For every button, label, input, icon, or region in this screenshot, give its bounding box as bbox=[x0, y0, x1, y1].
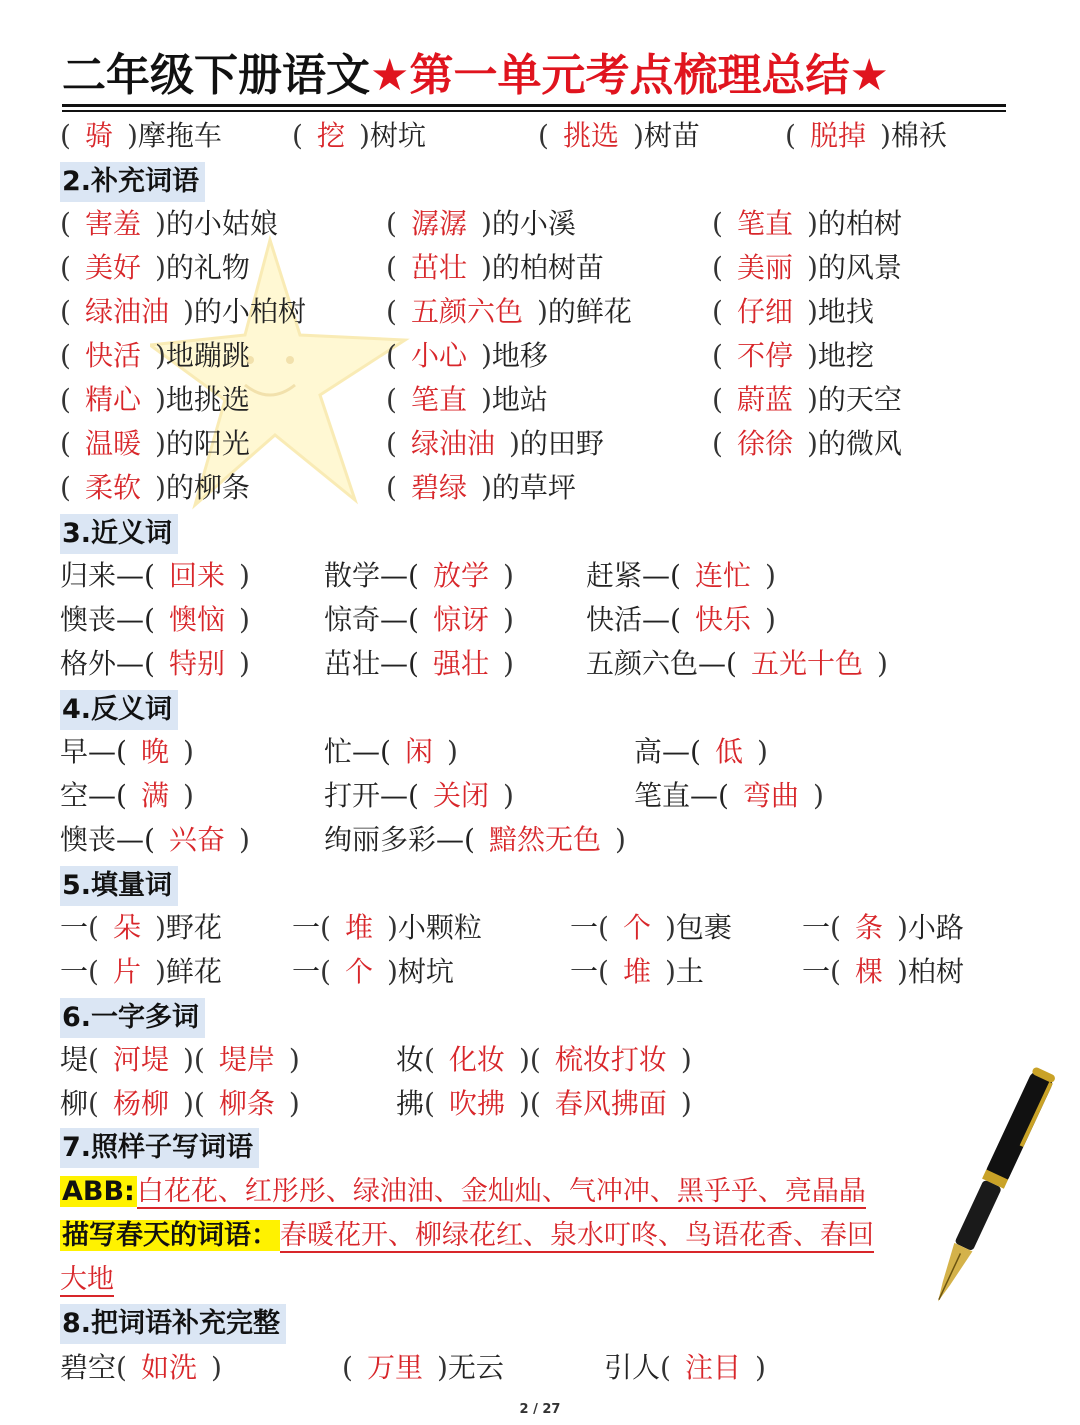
measure-word-row: 一( 朵 )野花 一( 堆 )小颗粒 一( 个 )包裹 一( 条 )小路 bbox=[60, 911, 964, 944]
fill-item: ( 骑 )摩拖车 bbox=[60, 119, 222, 152]
fill-item: ( 脱掉 )棉袄 bbox=[785, 119, 947, 152]
section-heading-one-char-many-words: 6.一字多词 bbox=[60, 998, 205, 1038]
multi-word-row: 柳( 杨柳 )( 柳条 ) 拂( 吹拂 )( 春风拂面 ) bbox=[60, 1087, 692, 1120]
section2-row: ( 美好 )的礼物 ( 茁壮 )的柏树苗 ( 美丽 )的风景 bbox=[60, 251, 902, 284]
section2-row: ( 柔软 )的柳条 ( 碧绿 )的草坪 bbox=[60, 471, 576, 504]
section-heading-write-words: 7.照样子写词语 bbox=[60, 1128, 259, 1168]
section2-row: ( 精心 )地挑选 ( 笔直 )地站 ( 蔚蓝 )的天空 bbox=[60, 383, 902, 416]
section2-row: ( 绿油油 )的小柏树 ( 五颜六色 )的鲜花 ( 仔细 )地找 bbox=[60, 295, 874, 328]
section-heading-complete-idioms: 8.把词语补充完整 bbox=[60, 1304, 286, 1344]
title-star-right: ★ bbox=[849, 50, 889, 101]
section-heading-synonyms: 3.近义词 bbox=[60, 514, 178, 554]
spring-label: 描写春天的词语： bbox=[62, 1220, 278, 1251]
antonym-row: 空—( 满 ) 打开—( 关闭 ) 笔直—( 弯曲 ) bbox=[60, 779, 824, 812]
section-heading-measure-words: 5.填量词 bbox=[60, 866, 178, 906]
abb-words: 白花花、红彤彤、绿油油、金灿灿、气冲冲、黑乎乎、亮晶晶 bbox=[136, 1176, 866, 1207]
antonym-row: 早—( 晚 ) 忙—( 闲 ) 高—( 低 ) bbox=[60, 735, 768, 768]
spring-words-row-continued bbox=[60, 1260, 114, 1300]
section2-row: ( 温暖 )的阳光 ( 绿油油 )的田野 ( 徐徐 )的微风 bbox=[60, 427, 902, 460]
antonym-row: 懊丧—( 兴奋 ) 绚丽多彩—( 黯然无色 ) bbox=[60, 823, 626, 856]
abb-words-row bbox=[60, 1172, 980, 1212]
fountain-pen-icon bbox=[920, 1055, 1060, 1325]
spring-words: 春暖花开、柳绿花红、泉水叮咚、鸟语花香、春回 bbox=[280, 1220, 874, 1251]
section2-row: ( 害羞 )的小姑娘 ( 潺潺 )的小溪 ( 笔直 )的柏树 bbox=[60, 207, 902, 240]
spring-words-cont: 大地 bbox=[60, 1264, 114, 1295]
title-star-left: ★ bbox=[370, 50, 410, 101]
abb-label: ABB: bbox=[62, 1176, 135, 1207]
title-grade: 二年级下册语文 bbox=[62, 50, 370, 101]
idiom-row: 碧空( 如洗 ) ( 万里 )无云 引人( 注目 ) bbox=[60, 1351, 766, 1384]
multi-word-row: 堤( 河堤 )( 堤岸 ) 妆( 化妆 )( 梳妆打妆 ) bbox=[60, 1043, 692, 1076]
title-underline bbox=[62, 104, 1006, 107]
fill-item: ( 挖 )树坑 bbox=[292, 119, 426, 152]
section-heading-supplement: 2.补充词语 bbox=[60, 162, 205, 202]
page-title bbox=[62, 46, 1006, 108]
section1-row bbox=[60, 116, 1020, 156]
synonym-row: 格外—( 特别 ) 茁壮—( 强壮 ) 五颜六色—( 五光十色 ) bbox=[60, 647, 888, 680]
synonym-row: 懊丧—( 懊恼 ) 惊奇—( 惊讶 ) 快活—( 快乐 ) bbox=[60, 603, 776, 636]
title-unit: 第一单元考点梳理总结 bbox=[409, 50, 850, 101]
spring-words-row bbox=[60, 1216, 1010, 1256]
section2-row: ( 快活 )地蹦跳 ( 小心 )地移 ( 不停 )地挖 bbox=[60, 339, 874, 372]
synonym-row: 归来—( 回来 ) 散学—( 放学 ) 赶紧—( 连忙 ) bbox=[60, 559, 776, 592]
page-number: 2 / 27 bbox=[519, 1402, 561, 1417]
title-underline-thin bbox=[62, 110, 1006, 112]
measure-word-row: 一( 片 )鲜花 一( 个 )树坑 一( 堆 )土 一( 棵 )柏树 bbox=[60, 955, 964, 988]
section-heading-antonyms: 4.反义词 bbox=[60, 690, 178, 730]
fill-item: ( 挑选 )树苗 bbox=[538, 119, 700, 152]
